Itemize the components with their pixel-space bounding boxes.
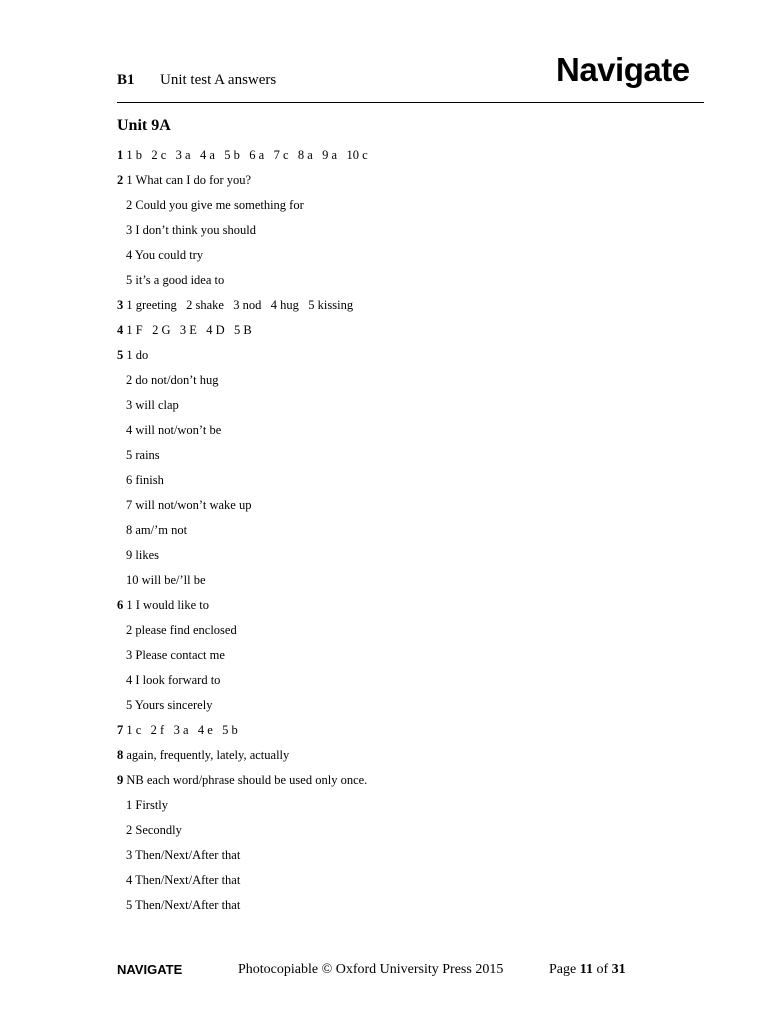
answer-text: 5 Yours sincerely <box>126 698 213 712</box>
footer-copyright: Photocopiable © Oxford University Press 2015 <box>238 962 504 977</box>
answer-text: 8 am/’m not <box>126 523 188 537</box>
unit-title: Unit 9A <box>117 117 171 134</box>
question-number: 5 <box>117 348 124 362</box>
page-total: 31 <box>611 962 626 977</box>
answer-text: 2 Secondly <box>126 823 182 837</box>
answer-line <box>117 445 677 470</box>
question-number: 9 <box>117 773 124 787</box>
page-current: 11 <box>579 962 593 977</box>
answer-line <box>117 545 677 570</box>
answer-line <box>117 570 677 595</box>
answer-line <box>117 495 677 520</box>
page-label: Page <box>549 962 577 977</box>
answer-line <box>117 395 677 420</box>
answer-text: 2 please find enclosed <box>126 623 237 637</box>
answer-line <box>117 420 677 445</box>
page-of: of <box>596 962 609 977</box>
answer-line <box>117 820 677 845</box>
answer-text: 3 Please contact me <box>126 648 225 662</box>
answer-line <box>117 620 677 645</box>
answer-text: 6 finish <box>126 473 164 487</box>
question-number: 1 <box>117 148 124 162</box>
answer-text: 9 likes <box>126 548 159 562</box>
answer-text: 1 What can I do for you? <box>126 173 252 187</box>
answer-line <box>117 595 677 620</box>
answer-text: 3 will clap <box>126 398 179 412</box>
question-number: 8 <box>117 748 124 762</box>
answer-list <box>117 145 677 920</box>
answer-line <box>117 345 677 370</box>
header-level: B1 <box>117 72 135 88</box>
answer-text: 3 Then/Next/After that <box>126 848 241 862</box>
answer-text: 2 Could you give me something for <box>126 198 304 212</box>
answer-line <box>117 795 677 820</box>
answer-line <box>117 145 677 170</box>
answer-line <box>117 270 677 295</box>
navigate-logo: Navigate <box>556 51 690 88</box>
answer-text: 5 rains <box>126 448 160 462</box>
answer-text: 4 You could try <box>126 248 204 262</box>
answer-text: 1 c 2 f 3 a 4 e 5 b <box>126 723 238 737</box>
answer-text: 4 Then/Next/After that <box>126 873 241 887</box>
answer-text: 7 will not/won’t wake up <box>126 498 252 512</box>
answer-text: 4 I look forward to <box>126 673 221 687</box>
answer-text: 3 I don’t think you should <box>126 223 256 237</box>
answer-line <box>117 645 677 670</box>
answer-line <box>117 895 677 920</box>
answer-line <box>117 170 677 195</box>
question-number: 6 <box>117 598 124 612</box>
header-divider <box>117 102 704 103</box>
answer-line <box>117 295 677 320</box>
answer-text: NB each word/phrase should be used only once. <box>126 773 368 787</box>
answer-text: 1 F 2 G 3 E 4 D 5 B <box>126 323 252 337</box>
answer-text: 5 it’s a good idea to <box>126 273 225 287</box>
question-number: 4 <box>117 323 124 337</box>
answer-line <box>117 845 677 870</box>
answer-line <box>117 670 677 695</box>
answer-text: again, frequently, lately, actually <box>126 748 290 762</box>
footer-brand: NAVIGATE <box>117 962 183 977</box>
answer-text: 1 greeting 2 shake 3 nod 4 hug 5 kissing <box>126 298 354 312</box>
answer-line <box>117 695 677 720</box>
answer-text: 1 I would like to <box>126 598 210 612</box>
answer-text: 1 Firstly <box>126 798 169 812</box>
answer-line <box>117 370 677 395</box>
answer-line <box>117 870 677 895</box>
answer-line <box>117 520 677 545</box>
answer-line <box>117 220 677 245</box>
answer-text: 5 Then/Next/After that <box>126 898 241 912</box>
answer-line <box>117 320 677 345</box>
page-number <box>549 962 626 978</box>
header-title: Unit test A answers <box>160 72 277 88</box>
answer-text: 1 b 2 c 3 a 4 a 5 b 6 a 7 c 8 a 9 a 10 c <box>126 148 368 162</box>
question-number: 2 <box>117 173 124 187</box>
answer-line <box>117 745 677 770</box>
answer-text: 4 will not/won’t be <box>126 423 222 437</box>
answer-line <box>117 720 677 745</box>
answer-text: 10 will be/’ll be <box>126 573 206 587</box>
question-number: 3 <box>117 298 124 312</box>
question-number: 7 <box>117 723 124 737</box>
answer-line <box>117 470 677 495</box>
answer-line <box>117 770 677 795</box>
answer-text: 2 do not/don’t hug <box>126 373 219 387</box>
answer-text: 1 do <box>126 348 149 362</box>
answer-line <box>117 195 677 220</box>
answer-line <box>117 245 677 270</box>
